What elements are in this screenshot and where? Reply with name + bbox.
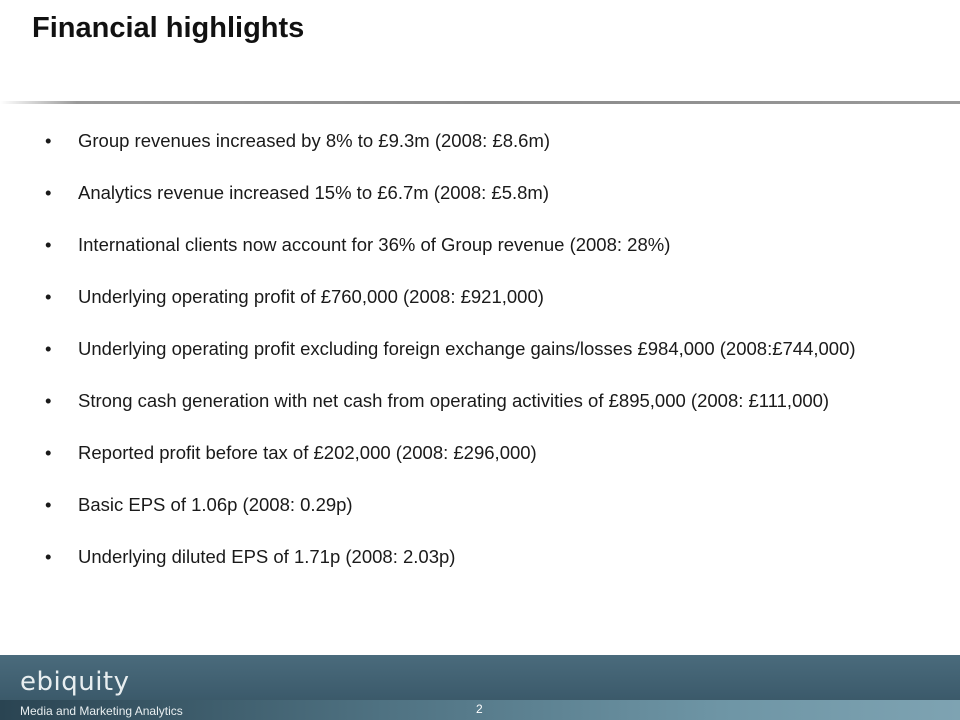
title-divider xyxy=(0,101,960,104)
ebiquity-logo: ebiquity xyxy=(20,667,130,697)
slide-title: Financial highlights xyxy=(32,12,305,44)
bullet-list xyxy=(0,128,960,596)
bullet-item: • International clients now account for 36% of Group revenue (2008: 28%) xyxy=(0,232,960,258)
bullet-item: • Basic EPS of 1.06p (2008: 0.29p) xyxy=(0,492,960,518)
bullet-item: • Underlying diluted EPS of 1.71p (2008: 2.03p) xyxy=(0,544,960,570)
bullet-item: • Analytics revenue increased 15% to £6.7m (2008: £5.8m) xyxy=(0,180,960,206)
bullet-item: • Strong cash generation with net cash from operating activities of £895,000 (2008: £111,000) xyxy=(0,388,960,414)
bullet-item: • Underlying operating profit of £760,000 (2008: £921,000) xyxy=(0,284,960,310)
bullet-item: • Reported profit before tax of £202,000 (2008: £296,000) xyxy=(0,440,960,466)
bullet-item: • Group revenues increased by 8% to £9.3m (2008: £8.6m) xyxy=(0,128,960,154)
page-number: 2 xyxy=(476,702,483,716)
company-tagline: Media and Marketing Analytics xyxy=(20,704,183,718)
slide-footer xyxy=(0,655,960,720)
bullet-item: • Underlying operating profit excluding foreign exchange gains/losses £984,000 (2008:£744,000) xyxy=(0,336,960,362)
